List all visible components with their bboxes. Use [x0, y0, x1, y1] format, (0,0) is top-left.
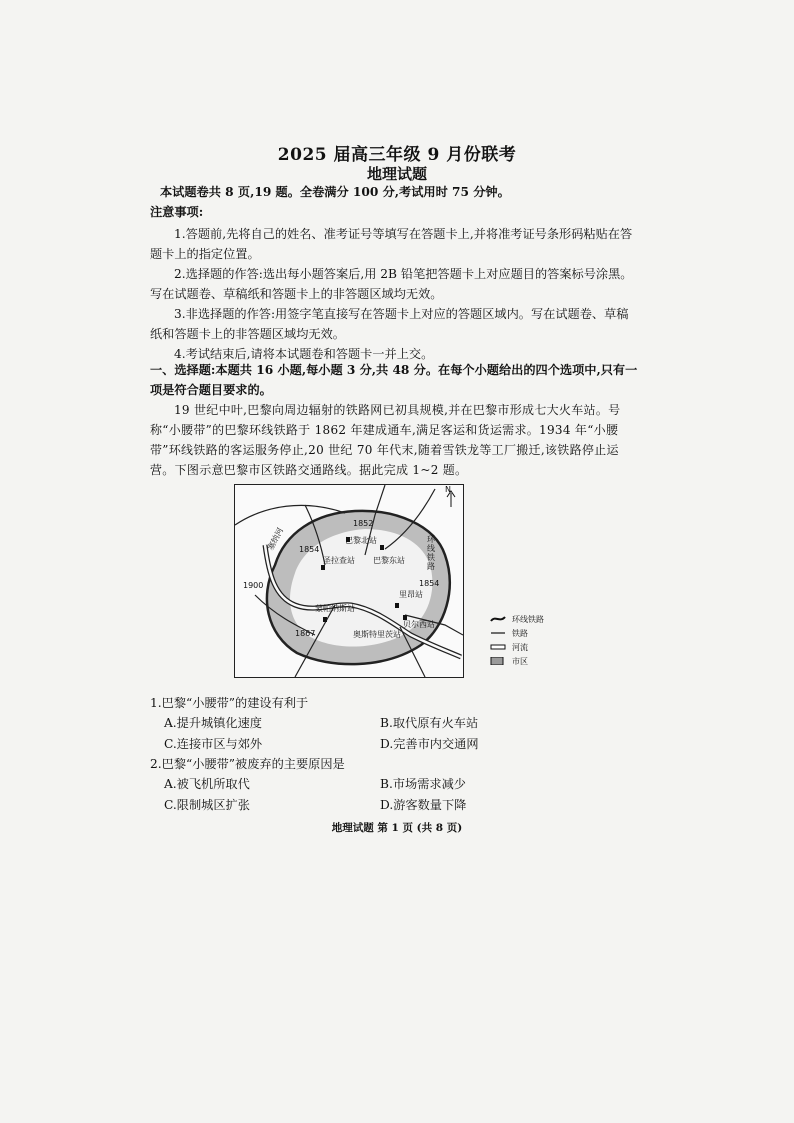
station-label: 巴黎东站: [373, 556, 405, 565]
question-2-stem: 2.巴黎“小腰带”被废弃的主要原因是: [150, 757, 345, 771]
question-2-option-c: C.限制城区扩张: [164, 798, 250, 812]
station-label: 贝尔西站: [403, 620, 435, 629]
subject-title: 地理试题: [366, 165, 427, 183]
passage: 19 世纪中叶,巴黎向周边辐射的铁路网已初具规模,并在巴黎市形成七大火车站。号称“小腰带”的巴黎环线铁路于 1862 年建成通车,满足客运和货运需求。1934 年“小腰带”环线铁路的客运服务停止,20 世纪 70 年代末,随着雪铁龙等工厂搬迁,该铁路停止运营。下图示意巴黎市区铁路交通路线。据此完成 1~2 题。: [150, 403, 621, 477]
river-icon: [490, 643, 506, 651]
question-1-option-d: D.完善市内交通网: [380, 737, 479, 751]
note-item-1: 1.答题前,先将自己的姓名、准考证号等填写在答题卡上,并将准考证号条形码粘贴在答题卡上的指定位置。: [150, 227, 633, 261]
station-marker: [323, 617, 327, 622]
question-1-stem: 1.巴黎“小腰带”的建设有利于: [150, 696, 309, 710]
question-2-option-b: B.市场需求减少: [380, 777, 466, 791]
notes-heading: 注意事项:: [150, 205, 204, 219]
note-item-2: 2.选择题的作答:选出每小题答案后,用 2B 铅笔把答题卡上对应题目的答案标号涂黑。写在试题卷、草稿纸和答题卡上的非答题区域均无效。: [150, 267, 633, 301]
question-1-option-b: B.取代原有火车站: [380, 716, 479, 730]
station-marker: [395, 603, 399, 608]
north-label: N: [445, 485, 451, 494]
year-label: 1867: [295, 629, 316, 638]
legend-item: 市区: [490, 654, 544, 668]
note-item-4: 4.考试结束后,请将本试题卷和答题卡一并上交。: [174, 347, 434, 361]
question-2-option-a: A.被飞机所取代: [164, 777, 250, 791]
year-label: 1854: [419, 579, 440, 588]
railway-icon: [490, 629, 506, 637]
station-label: 里昂站: [399, 590, 423, 599]
ring-label: 环线铁路: [427, 535, 435, 571]
station-label: 圣拉查站: [323, 556, 355, 565]
question-1-option-c: C.连接市区与郊外: [164, 737, 263, 751]
question-1-option-a: A.提升城镇化速度: [164, 716, 262, 730]
urban-area-icon: [490, 657, 506, 665]
paris-railway-map: [234, 484, 464, 678]
year-label: 1900: [243, 581, 264, 590]
station-label: 巴黎北站: [345, 536, 377, 545]
map-legend: [490, 612, 544, 668]
station-label: 蒙帕纳斯站: [315, 604, 355, 613]
section-heading: 一、选择题:本题共 16 小题,每小题 3 分,共 48 分。在每个小题给出的四个选项中,只有一项是符合题目要求的。: [150, 363, 638, 397]
year-label: 1852: [353, 519, 374, 528]
legend-item: 河流: [490, 640, 544, 654]
exam-intro: 本试题卷共 8 页,19 题。全卷满分 100 分,考试用时 75 分钟。: [160, 185, 510, 199]
station-label: 奥斯特里茨站: [353, 630, 401, 639]
ring-railway-icon: [490, 615, 506, 623]
legend-item: 环线铁路: [490, 612, 544, 626]
exam-title: 2025 届高三年级 9 月份联考: [277, 145, 517, 165]
page-footer: 地理试题 第 1 页 (共 8 页): [331, 822, 463, 834]
year-label: 1854: [299, 545, 320, 554]
question-2-option-d: D.游客数量下降: [380, 798, 467, 812]
legend-item: 铁路: [490, 626, 544, 640]
station-marker: [380, 545, 384, 550]
river-label: 塞纳河: [265, 526, 286, 552]
note-item-3: 3.非选择题的作答:用签字笔直接写在答题卡上对应的答题区域内。写在试题卷、草稿纸和答题卡上的非答题区域均无效。: [150, 307, 629, 341]
